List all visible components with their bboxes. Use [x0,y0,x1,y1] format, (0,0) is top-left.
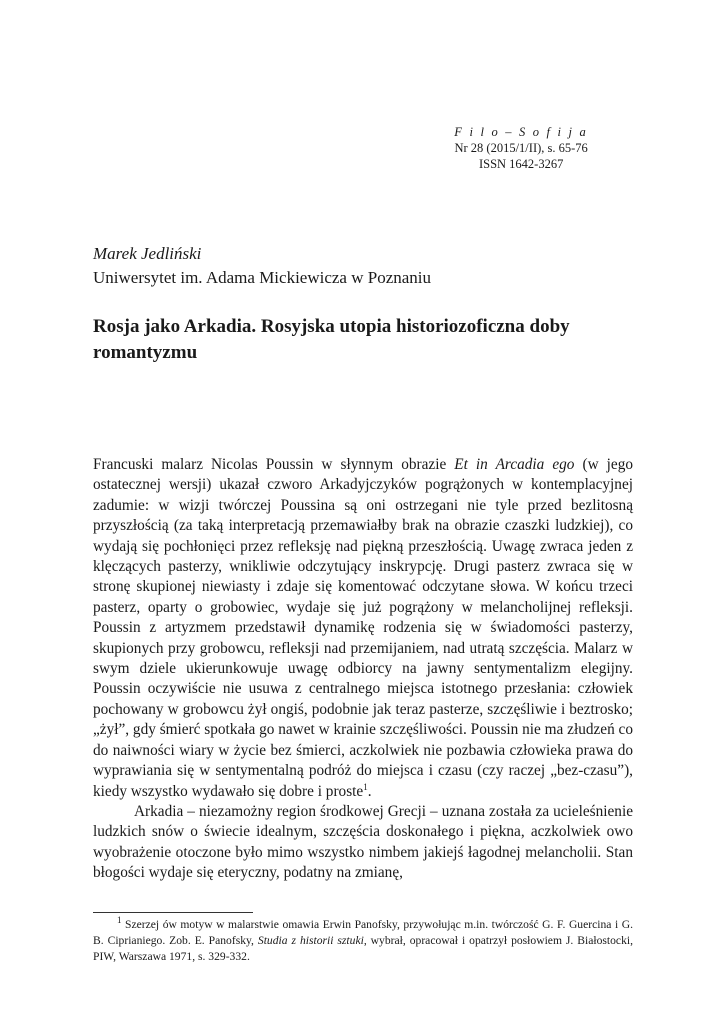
body-paragraph-1 [93,455,633,802]
footnote-text: Szerzej ów motyw w malarstwie omawia Erwin Panofsky, przywołując m.in. twórczość G. F. Guercina i G. B. Ciprianiego. Zob. E. Panofsky, [93,918,633,948]
body-paragraph-2: Arkadia – niezamożny region środkowej Grecji – uznana została za ucieleśnienie ludzkich snów o świecie idealnym, szczęścia doskonałego i piękna, aczkolwiek owo wyobrażenie otoczone było mimo wszystko nimbem jakiejś łagodnej melancholii. Stan błogości wydaje się eteryczny, podatny na zmianę, [93,802,633,882]
paragraph-text: . [367,782,372,800]
footnote [93,917,633,966]
paragraph-text: Francuski malarz Nicolas Poussin w słynnym obrazie [93,456,455,473]
journal-header [454,124,588,172]
article-body [93,455,633,884]
footnote-book-title: Studia z historii sztuki [257,934,364,948]
footnote-number: 1 [117,915,122,926]
footnote-text: , wybrał, opracował i opatrzył posłowiem J. Białostocki, PIW, Warszawa 1971, s. 329-332. [93,934,633,964]
journal-name: F i l o – S o f i j a [454,125,588,139]
article-title: Rosja jako Arkadia. Rosyjska utopia historiozoficzna doby romantyzmu [93,316,570,363]
author-name: Marek Jedliński [93,244,202,263]
author-affiliation: Uniwersytet im. Adama Mickiewicza w Poznaniu [93,268,432,287]
journal-issue: Nr 28 (2015/1/II), s. 65-76 [454,141,588,155]
footnote-reference[interactable]: 1 [363,781,368,792]
journal-issn: ISSN 1642-3267 [478,157,564,171]
paragraph-text: (w jego ostatecznej wersji) ukazał czworo Arkadyjczyków pogrążonych w kontemplacyjnej zadumie: w wizji twórczej Poussina są oni ostrzegani nie tyle przed bezlitosną przyszłością (za taką interpretacją przemawiałby brak na obrazie czaszki ludzkiej), co wydają się pochłonięci przez refleksję nad piękną przeszłością. Uwagę zwraca jeden z klęczących pasterzy, wnikliwie odczytujący inskrypcję. Drugi pasterz zwraca się w stronę skupionej niewiasty i zdaje się komentować odczytane słowa. W końcu trzeci pasterz, oparty o grobowiec, wydaje się już pogrążony w melancholijnej refleksji. Poussin z artyzmem przedstawił dynamikę rodzenia się w świadomości pasterzy, skupionych przy grobowcu, refleksji nad przemijaniem, nad utratą szczęścia. Malarz w swym dziele ukierunkowuje uwagę odbiorcy na jawny sentymentalizm elegijny. Poussin oczywiście nie usuwa z centralnego miejsca istotnego przesłania: człowiek pochowany w grobowcu żył ongiś, podobnie jak teraz pasterze, szczęśliwie i beztrosko; „żył”, gdy śmierć spotkała go nawet w krainie szczęśliwości. Poussin nie ma złudzeń co do naiwności wiary w życie bez śmierci, aczkolwiek nie pozbawia człowieka prawa do wyprawiania się w sentymentalną podróż do miejsca i czasu (czy raczej „bez-czasu”), kiedy wszystko wydawało się dobre i proste [93,456,633,800]
footnote-divider [93,912,253,913]
author-block [93,242,431,290]
painting-title: Et in Arcadia ego [454,456,575,473]
